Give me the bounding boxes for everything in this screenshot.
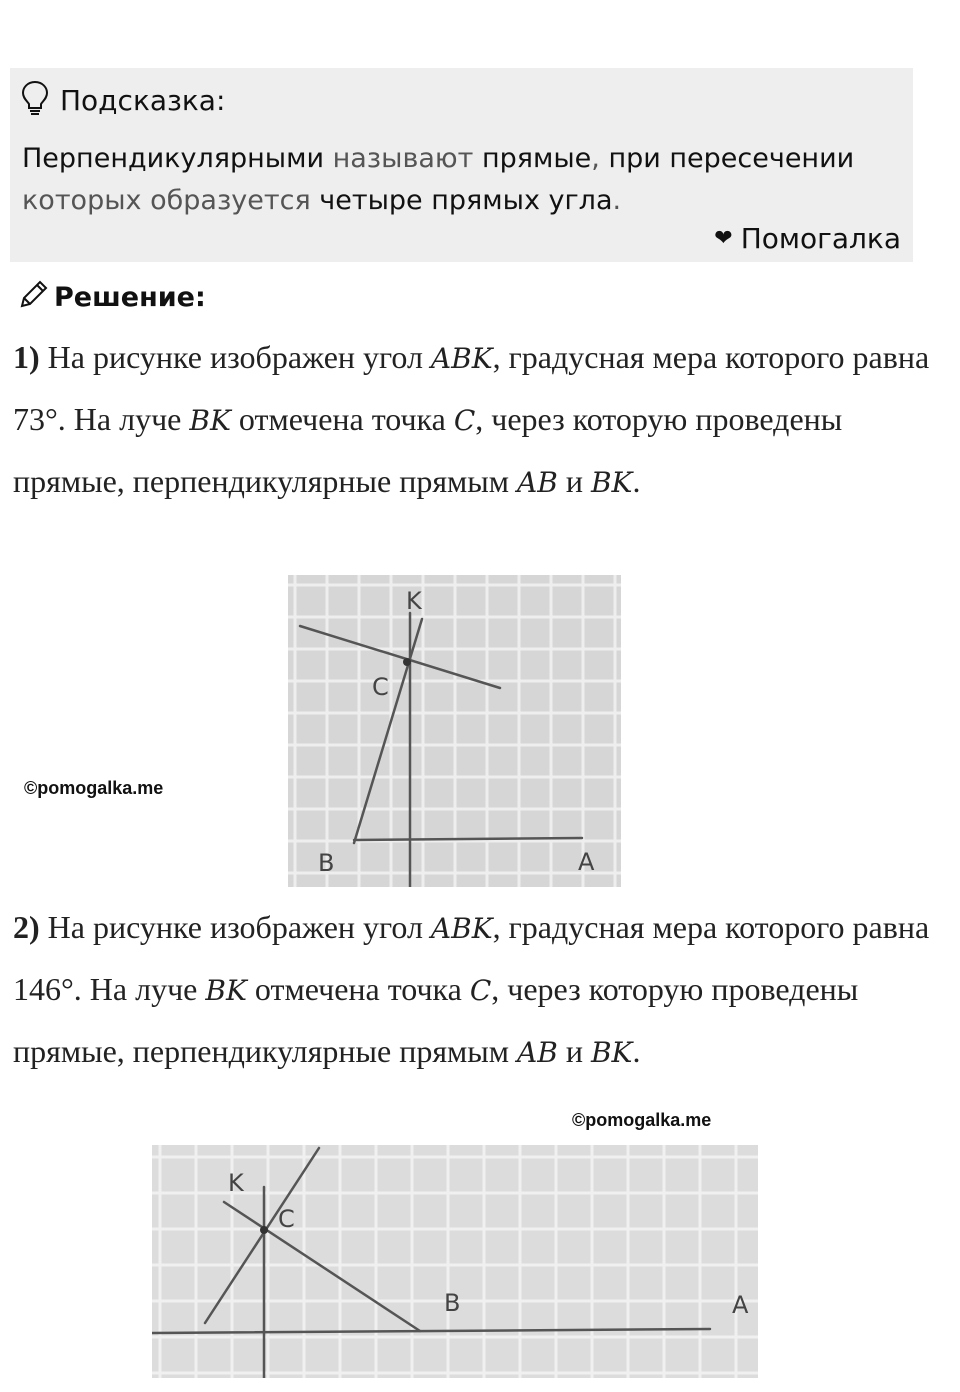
math-symbol: C <box>453 404 476 437</box>
task-text-part: отмечена точка <box>230 401 454 437</box>
task-2-text <box>13 897 933 1083</box>
hint-segment: Перпендикулярными <box>22 143 324 174</box>
task-text-part: , градусная мера которого равна 146°. На луче <box>13 909 930 1007</box>
math-symbol: ABK <box>430 912 493 945</box>
task-number: 1) <box>13 339 40 375</box>
point-c <box>260 1226 268 1234</box>
task-text-part: , градусная мера которого равна 73°. На луче <box>13 339 930 437</box>
label-k: K <box>406 587 422 615</box>
hint-segment: при пересечении <box>608 143 855 174</box>
task-text-part: , через которую проведены прямые, перпендикулярные прямым <box>13 971 859 1069</box>
math-symbol: C <box>469 974 492 1007</box>
label-k: K <box>228 1169 244 1197</box>
watermark: ©pomogalka.me <box>572 1110 712 1130</box>
hint-segment: называют <box>324 143 482 174</box>
label-a: A <box>732 1291 749 1319</box>
hint-header <box>20 80 225 120</box>
math-symbol: BK <box>205 974 247 1007</box>
task-1-text <box>13 327 933 513</box>
math-symbol: AB <box>517 1036 558 1069</box>
hint-segment: . <box>612 185 622 216</box>
hint-segment: , <box>591 143 609 174</box>
hint-title: Подсказка: <box>60 83 226 117</box>
task-text-part: и <box>557 463 591 499</box>
math-symbol: ABK <box>430 342 493 375</box>
heart-icon: ❤ <box>714 226 733 251</box>
math-symbol: BK <box>590 1036 633 1069</box>
label-c: C <box>278 1205 295 1233</box>
task-text-part: На рисунке изображен угол <box>39 909 431 945</box>
label-b: B <box>318 849 335 877</box>
pencil-icon <box>16 278 50 316</box>
task-text-part: . <box>632 463 641 499</box>
hint-text <box>22 138 902 222</box>
hint-segment: четыре прямых угла <box>319 185 613 216</box>
task-number: 2) <box>13 909 40 945</box>
label-a: A <box>578 848 595 876</box>
hint-segment: которых образуется <box>22 185 320 216</box>
brand-label[interactable] <box>714 222 901 255</box>
task-text-part: . <box>632 1033 641 1069</box>
task-text-part: и <box>557 1033 591 1069</box>
hint-segment: прямые <box>481 143 592 174</box>
task-text-part: На рисунке изображен угол <box>39 339 431 375</box>
label-c: C <box>372 673 389 701</box>
task-text-part: отмечена точка <box>246 971 470 1007</box>
point-c <box>403 658 411 666</box>
math-symbol: AB <box>517 466 558 499</box>
solution-title: Решение: <box>54 281 206 313</box>
brand-name: Помогалка <box>740 222 901 255</box>
label-b: B <box>444 1289 461 1317</box>
figure-2 <box>152 1145 758 1378</box>
solution-header <box>16 278 206 316</box>
math-symbol: BK <box>189 404 231 437</box>
task-text-part: , через которую проведены прямые, перпендикулярные прямым <box>13 401 843 499</box>
figure-1 <box>288 575 621 887</box>
lightbulb-icon <box>20 80 50 120</box>
watermark: ©pomogalka.me <box>24 778 164 798</box>
math-symbol: BK <box>590 466 633 499</box>
